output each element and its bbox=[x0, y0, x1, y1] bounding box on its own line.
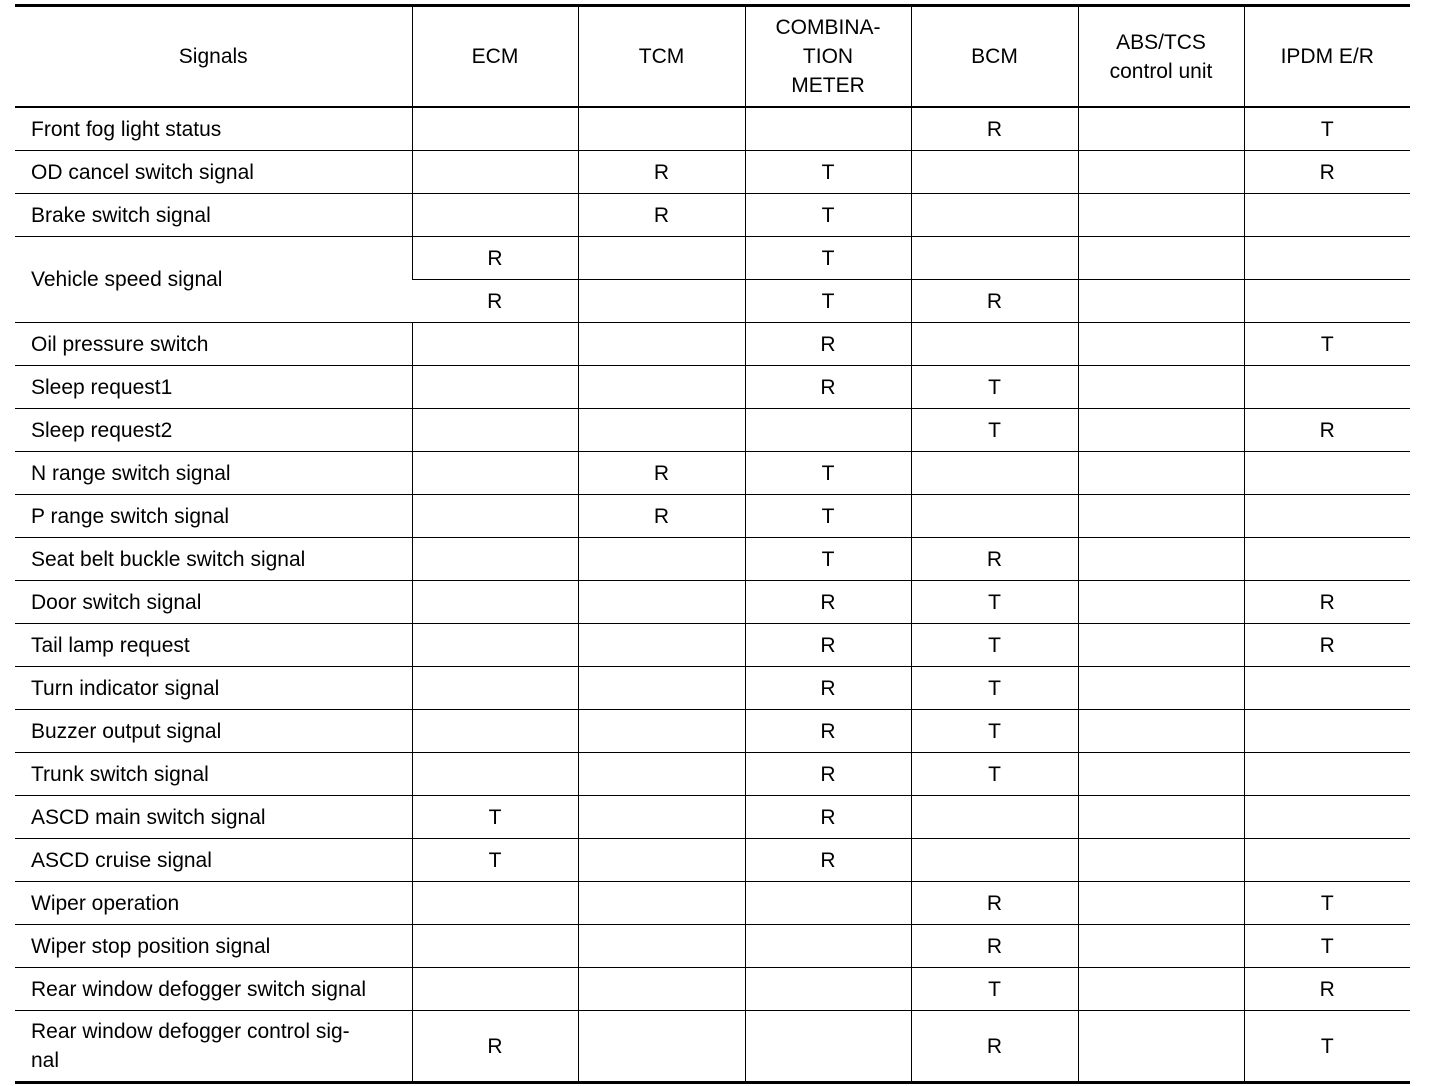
table-row bbox=[15, 667, 1410, 710]
cell-tcm bbox=[578, 409, 745, 452]
table-row bbox=[15, 194, 1410, 237]
cell-abs-tcs-control-unit bbox=[1078, 968, 1244, 1011]
cell-abs-tcs-control-unit bbox=[1078, 323, 1244, 366]
cell-combination-meter: R bbox=[745, 581, 911, 624]
signal-name: Vehicle speed signal bbox=[15, 237, 412, 323]
cell-ipdm-er bbox=[1244, 667, 1410, 710]
signal-name: Rear window defogger control sig- nal bbox=[15, 1011, 412, 1083]
cell-abs-tcs-control-unit bbox=[1078, 366, 1244, 409]
cell-bcm: R bbox=[911, 280, 1078, 323]
cell-ecm bbox=[412, 194, 578, 237]
cell-ecm bbox=[412, 409, 578, 452]
cell-tcm bbox=[578, 107, 745, 151]
cell-tcm bbox=[578, 323, 745, 366]
cell-ecm bbox=[412, 495, 578, 538]
cell-ecm bbox=[412, 107, 578, 151]
table-row bbox=[15, 581, 1410, 624]
cell-ipdm-er: T bbox=[1244, 107, 1410, 151]
table-row bbox=[15, 710, 1410, 753]
cell-abs-tcs-control-unit bbox=[1078, 151, 1244, 194]
table-row bbox=[15, 624, 1410, 667]
cell-abs-tcs-control-unit bbox=[1078, 452, 1244, 495]
table-row bbox=[15, 968, 1410, 1011]
cell-bcm: T bbox=[911, 409, 1078, 452]
cell-ecm: R bbox=[412, 280, 578, 323]
cell-abs-tcs-control-unit bbox=[1078, 581, 1244, 624]
cell-ecm: T bbox=[412, 839, 578, 882]
cell-bcm bbox=[911, 151, 1078, 194]
signal-name: Front fog light status bbox=[15, 107, 412, 151]
signal-name: ASCD cruise signal bbox=[15, 839, 412, 882]
cell-abs-tcs-control-unit bbox=[1078, 495, 1244, 538]
cell-tcm: R bbox=[578, 151, 745, 194]
cell-bcm: R bbox=[911, 538, 1078, 581]
cell-abs-tcs-control-unit bbox=[1078, 1011, 1244, 1083]
signal-name: Wiper stop position signal bbox=[15, 925, 412, 968]
cell-tcm bbox=[578, 624, 745, 667]
cell-tcm: R bbox=[578, 194, 745, 237]
cell-combination-meter: R bbox=[745, 753, 911, 796]
signal-table bbox=[15, 4, 1410, 1084]
cell-ipdm-er bbox=[1244, 538, 1410, 581]
cell-combination-meter: R bbox=[745, 323, 911, 366]
cell-ecm bbox=[412, 925, 578, 968]
signal-name: Wiper operation bbox=[15, 882, 412, 925]
cell-ipdm-er bbox=[1244, 796, 1410, 839]
cell-ecm bbox=[412, 968, 578, 1011]
cell-abs-tcs-control-unit bbox=[1078, 753, 1244, 796]
cell-ecm bbox=[412, 538, 578, 581]
cell-ipdm-er bbox=[1244, 495, 1410, 538]
cell-tcm bbox=[578, 753, 745, 796]
cell-ecm bbox=[412, 151, 578, 194]
cell-abs-tcs-control-unit bbox=[1078, 710, 1244, 753]
cell-tcm bbox=[578, 1011, 745, 1083]
cell-tcm bbox=[578, 366, 745, 409]
table-row bbox=[15, 409, 1410, 452]
signal-name: Turn indicator signal bbox=[15, 667, 412, 710]
cell-combination-meter: T bbox=[745, 538, 911, 581]
cell-combination-meter: T bbox=[745, 495, 911, 538]
cell-ecm bbox=[412, 452, 578, 495]
cell-ipdm-er bbox=[1244, 237, 1410, 280]
cell-bcm bbox=[911, 194, 1078, 237]
cell-tcm bbox=[578, 667, 745, 710]
cell-bcm: T bbox=[911, 710, 1078, 753]
cell-abs-tcs-control-unit bbox=[1078, 667, 1244, 710]
cell-ipdm-er: R bbox=[1244, 151, 1410, 194]
cell-ipdm-er: R bbox=[1244, 581, 1410, 624]
cell-abs-tcs-control-unit bbox=[1078, 796, 1244, 839]
column-header-ipdm-er: IPDM E/R bbox=[1244, 6, 1410, 108]
cell-abs-tcs-control-unit bbox=[1078, 107, 1244, 151]
cell-abs-tcs-control-unit bbox=[1078, 280, 1244, 323]
table-row bbox=[15, 495, 1410, 538]
table-row bbox=[15, 796, 1410, 839]
table-row bbox=[15, 151, 1410, 194]
cell-bcm: T bbox=[911, 581, 1078, 624]
signal-name: Tail lamp request bbox=[15, 624, 412, 667]
cell-bcm: T bbox=[911, 968, 1078, 1011]
cell-ecm bbox=[412, 667, 578, 710]
cell-ipdm-er bbox=[1244, 753, 1410, 796]
signal-name: Rear window defogger switch signal bbox=[15, 968, 412, 1011]
signal-name: Buzzer output signal bbox=[15, 710, 412, 753]
cell-tcm bbox=[578, 839, 745, 882]
cell-ipdm-er: R bbox=[1244, 968, 1410, 1011]
cell-abs-tcs-control-unit bbox=[1078, 624, 1244, 667]
cell-ipdm-er bbox=[1244, 839, 1410, 882]
table-row bbox=[15, 538, 1410, 581]
cell-ecm bbox=[412, 624, 578, 667]
signal-name: Brake switch signal bbox=[15, 194, 412, 237]
cell-bcm: R bbox=[911, 107, 1078, 151]
cell-tcm bbox=[578, 538, 745, 581]
cell-tcm bbox=[578, 280, 745, 323]
cell-combination-meter: R bbox=[745, 710, 911, 753]
cell-ipdm-er bbox=[1244, 366, 1410, 409]
column-header-signals: Signals bbox=[15, 6, 412, 108]
cell-bcm: R bbox=[911, 1011, 1078, 1083]
cell-bcm: T bbox=[911, 366, 1078, 409]
table-row bbox=[15, 925, 1410, 968]
table-row bbox=[15, 753, 1410, 796]
cell-combination-meter: R bbox=[745, 624, 911, 667]
table-row bbox=[15, 882, 1410, 925]
cell-combination-meter: T bbox=[745, 452, 911, 495]
column-header-tcm: TCM bbox=[578, 6, 745, 108]
cell-ecm: R bbox=[412, 237, 578, 280]
signal-name: Door switch signal bbox=[15, 581, 412, 624]
cell-ecm bbox=[412, 753, 578, 796]
table-row bbox=[15, 839, 1410, 882]
table-row bbox=[15, 237, 1410, 280]
cell-ipdm-er bbox=[1244, 194, 1410, 237]
cell-combination-meter bbox=[745, 107, 911, 151]
cell-bcm bbox=[911, 323, 1078, 366]
cell-tcm bbox=[578, 968, 745, 1011]
cell-ipdm-er bbox=[1244, 280, 1410, 323]
cell-abs-tcs-control-unit bbox=[1078, 839, 1244, 882]
cell-bcm bbox=[911, 839, 1078, 882]
cell-abs-tcs-control-unit bbox=[1078, 925, 1244, 968]
signal-name: ASCD main switch signal bbox=[15, 796, 412, 839]
signal-name: Trunk switch signal bbox=[15, 753, 412, 796]
cell-ecm: T bbox=[412, 796, 578, 839]
cell-abs-tcs-control-unit bbox=[1078, 882, 1244, 925]
cell-combination-meter: R bbox=[745, 839, 911, 882]
cell-bcm bbox=[911, 495, 1078, 538]
header-row bbox=[15, 6, 1410, 108]
signal-name: Seat belt buckle switch signal bbox=[15, 538, 412, 581]
cell-combination-meter bbox=[745, 882, 911, 925]
cell-tcm bbox=[578, 882, 745, 925]
cell-combination-meter: T bbox=[745, 194, 911, 237]
cell-bcm: T bbox=[911, 753, 1078, 796]
cell-combination-meter bbox=[745, 925, 911, 968]
cell-tcm bbox=[578, 581, 745, 624]
signal-name: P range switch signal bbox=[15, 495, 412, 538]
cell-bcm bbox=[911, 452, 1078, 495]
signal-name: OD cancel switch signal bbox=[15, 151, 412, 194]
cell-ipdm-er: T bbox=[1244, 1011, 1410, 1083]
cell-bcm: T bbox=[911, 624, 1078, 667]
cell-combination-meter: R bbox=[745, 796, 911, 839]
cell-ipdm-er: T bbox=[1244, 323, 1410, 366]
cell-ecm: R bbox=[412, 1011, 578, 1083]
cell-ecm bbox=[412, 882, 578, 925]
column-header-abs-tcs-control-unit: ABS/TCS control unit bbox=[1078, 6, 1244, 108]
cell-tcm bbox=[578, 796, 745, 839]
cell-bcm bbox=[911, 796, 1078, 839]
cell-combination-meter bbox=[745, 968, 911, 1011]
table-row bbox=[15, 366, 1410, 409]
column-header-combination-meter: COMBINA- TION METER bbox=[745, 6, 911, 108]
cell-ecm bbox=[412, 366, 578, 409]
cell-combination-meter: R bbox=[745, 366, 911, 409]
cell-ipdm-er: T bbox=[1244, 882, 1410, 925]
signal-name: Sleep request2 bbox=[15, 409, 412, 452]
table-row bbox=[15, 1011, 1410, 1083]
cell-ipdm-er bbox=[1244, 452, 1410, 495]
cell-ecm bbox=[412, 710, 578, 753]
signal-name: N range switch signal bbox=[15, 452, 412, 495]
cell-ipdm-er: R bbox=[1244, 624, 1410, 667]
column-header-ecm: ECM bbox=[412, 6, 578, 108]
cell-tcm bbox=[578, 925, 745, 968]
cell-combination-meter bbox=[745, 409, 911, 452]
cell-abs-tcs-control-unit bbox=[1078, 194, 1244, 237]
cell-combination-meter: T bbox=[745, 151, 911, 194]
cell-ecm bbox=[412, 323, 578, 366]
cell-bcm bbox=[911, 237, 1078, 280]
table-row bbox=[15, 452, 1410, 495]
cell-bcm: R bbox=[911, 882, 1078, 925]
cell-abs-tcs-control-unit bbox=[1078, 409, 1244, 452]
cell-ecm bbox=[412, 581, 578, 624]
cell-combination-meter: T bbox=[745, 237, 911, 280]
cell-ipdm-er bbox=[1244, 710, 1410, 753]
cell-ipdm-er: R bbox=[1244, 409, 1410, 452]
column-header-bcm: BCM bbox=[911, 6, 1078, 108]
cell-abs-tcs-control-unit bbox=[1078, 237, 1244, 280]
cell-abs-tcs-control-unit bbox=[1078, 538, 1244, 581]
cell-ipdm-er: T bbox=[1244, 925, 1410, 968]
signal-name: Oil pressure switch bbox=[15, 323, 412, 366]
table-row bbox=[15, 323, 1410, 366]
signal-name: Sleep request1 bbox=[15, 366, 412, 409]
cell-combination-meter: R bbox=[745, 667, 911, 710]
cell-tcm: R bbox=[578, 452, 745, 495]
cell-tcm bbox=[578, 237, 745, 280]
cell-tcm bbox=[578, 710, 745, 753]
cell-combination-meter bbox=[745, 1011, 911, 1083]
cell-combination-meter: T bbox=[745, 280, 911, 323]
table-row bbox=[15, 107, 1410, 151]
cell-bcm: T bbox=[911, 667, 1078, 710]
cell-tcm: R bbox=[578, 495, 745, 538]
cell-bcm: R bbox=[911, 925, 1078, 968]
